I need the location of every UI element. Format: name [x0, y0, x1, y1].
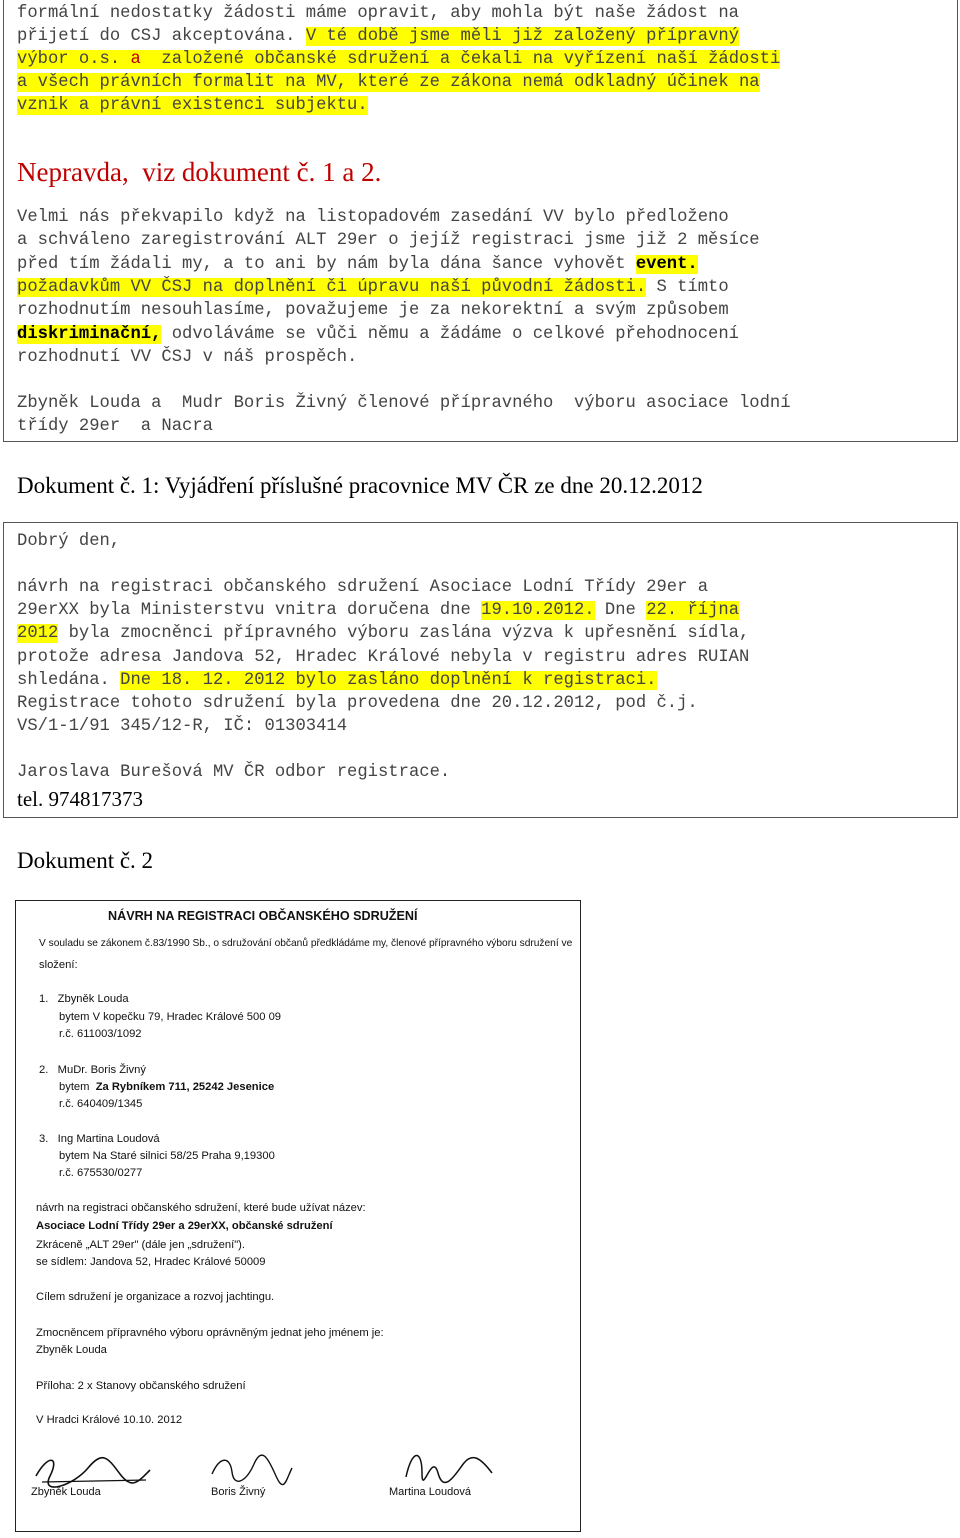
association-goal: Cílem sdružení je organizace a rozvoj jachtingu. [36, 1291, 275, 1303]
highlighted-text: a [120, 50, 152, 69]
text-line [17, 346, 357, 369]
highlighted-text: event. [635, 255, 698, 274]
text-segment: odvoláváme se vůči němu a žádáme o celkové přehodnocení [161, 325, 740, 344]
text-line [17, 669, 657, 692]
text-segment: rozhodnutím nesouhlasíme, považujeme je za nekorektní a svým způsobem [17, 301, 729, 320]
text-segment: před tím žádali my, a to ani by nám byla dána šance vyhovět [17, 255, 636, 274]
highlighted-text: výbor o.s. [17, 50, 121, 69]
member-1-rc: r.č. 611003/1092 [59, 1028, 142, 1040]
highlighted-text: V té době jsme měli již založený přípravný [305, 27, 740, 46]
text-line [17, 229, 760, 252]
signature-label-louda: Zbyněk Louda [31, 1486, 101, 1498]
highlighted-text: 19.10.2012. [481, 601, 595, 620]
member-2-address-prefix: bytem [59, 1081, 96, 1093]
highlighted-text: vznik a právní existenci subjektu. [17, 96, 368, 115]
text-segment: Zbyněk Louda a Mudr Boris Živný členové přípravného výboru asociace lodní [17, 394, 791, 413]
member-3-name: 3. Ing Martina Loudová [39, 1133, 160, 1145]
authorized-person-label: Zmocněncem přípravného výboru oprávněným jednat jeho jménem je: [36, 1327, 384, 1339]
member-1-name: 1. Zbyněk Louda [39, 993, 129, 1005]
text-line [17, 71, 760, 94]
signature-label-zivny: Boris Živný [211, 1486, 266, 1498]
text-line [17, 48, 780, 71]
authorized-person-name: Zbyněk Louda [36, 1344, 107, 1356]
text-segment: přijetí do CSJ akceptována. [17, 27, 306, 46]
doc1-greeting: Dobrý den, [17, 532, 121, 551]
highlighted-text: Dne 18. 12. 2012 bylo zasláno doplnění k registraci. [120, 671, 657, 690]
text-segment: třídy 29er a Nacra [17, 417, 213, 436]
text-segment: byla zmocněnci přípravného výboru zaslána výzva k upřesnění sídla, [58, 624, 750, 643]
highlighted-text: 2012 [17, 624, 59, 643]
doc2-scan [15, 900, 581, 1532]
text-segment: Velmi nás překvapilo když na listopadovém zasedání VV bylo předloženo [17, 208, 729, 227]
text-line [17, 253, 698, 276]
text-segment: rozhodnutí VV ČSJ v náš prospěch. [17, 348, 358, 367]
text-line [17, 2, 739, 25]
text-segment: Registrace tohoto sdružení byla provedena dne 20.12.2012, pod č.j. [17, 694, 698, 713]
highlighted-text: 22. října [646, 601, 740, 620]
member-3-address: bytem Na Staré silnici 58/25 Praha 9,19300 [59, 1150, 275, 1162]
text-segment: protože adresa Jandova 52, Hradec Králové nebyla v registru adres RUIAN [17, 648, 750, 667]
doc2-heading: Dokument č. 2 [17, 848, 154, 873]
text-segment: VS/1-1/91 345/12-R, IČ: 01303414 [17, 717, 348, 736]
highlighted-text: požadavkům VV ČSJ na doplnění či úpravu naší původní žádosti. [17, 278, 647, 297]
text-line [17, 206, 729, 229]
text-line [17, 25, 739, 48]
doc2-intro: V souladu se zákonem č.83/1990 Sb., o sdružování občanů předkládáme my, členové přípravného výboru sdružení ve [39, 938, 573, 949]
refutation-heading: Nepravda, viz dokument č. 1 a 2. [17, 157, 382, 187]
proposal-seat: se sídlem: Jandova 52, Hradec Králové 50009 [36, 1256, 266, 1268]
text-segment: 29erXX byla Ministerstvu vnitra doručena dne [17, 601, 482, 620]
text-line [17, 94, 368, 117]
signature-label-loudova: Martina Loudová [389, 1486, 471, 1498]
proposal-name: Asociace Lodní Třídy 29er a 29erXX, občanské sdružení [36, 1220, 333, 1232]
attachment: Příloha: 2 x Stanovy občanského sdružení [36, 1380, 246, 1392]
text-segment: Dne [594, 601, 647, 620]
text-line [17, 415, 213, 438]
highlighted-text: založené občanské sdružení a čekali na vyřízení naší žádosti [151, 50, 781, 69]
member-2-address-street: Za Rybníkem 711, 25242 Jesenice [95, 1081, 275, 1093]
proposal-short: Zkráceně „ALT 29er" (dále jen „sdružení"). [36, 1239, 245, 1251]
text-line [17, 646, 749, 669]
place-date: V Hradci Králové 10.10. 2012 [36, 1414, 183, 1426]
doc1-sign: Jaroslava Burešová MV ČR odbor registrace. [17, 763, 451, 782]
doc1-heading: Dokument č. 1: Vyjádření příslušné pracovnice MV ČR ze dne 20.12.2012 [17, 473, 703, 498]
highlighted-text: diskriminační, [17, 325, 162, 344]
text-line [17, 276, 729, 299]
text-line [17, 692, 698, 715]
text-line [17, 323, 739, 346]
member-2-address [59, 1081, 274, 1093]
text-line [17, 576, 708, 599]
member-3-rc: r.č. 675530/0277 [59, 1167, 143, 1179]
doc2-title: NÁVRH NA REGISTRACI OBČANSKÉHO SDRUŽENÍ [108, 909, 418, 923]
text-segment: S tímto [646, 278, 729, 297]
member-2-rc: r.č. 640409/1345 [59, 1098, 143, 1110]
text-line [17, 715, 347, 738]
text-segment: formální nedostatky žádosti máme opravit, aby mohla být naše žádost na [17, 4, 739, 23]
member-1-address: bytem V kopečku 79, Hradec Králové 500 09 [59, 1011, 282, 1023]
proposal-intro: návrh na registraci občanského sdružení, které bude užívat název: [36, 1202, 366, 1214]
text-line [17, 392, 791, 415]
doc1-tel: tel. 974817373 [17, 787, 143, 811]
text-segment: shledána. [17, 671, 121, 690]
text-segment: a schváleno zaregistrování ALT 29er o jejíž registraci jsme již 2 měsíce [17, 231, 760, 250]
text-line [17, 599, 739, 622]
member-2-name: 2. MuDr. Boris Živný [39, 1064, 146, 1076]
highlighted-text: a všech právních formalit na MV, které ze zákona nemá odkladný účinek na [17, 73, 760, 92]
doc2-intro-2: složení: [39, 959, 78, 971]
text-line [17, 622, 749, 645]
text-line [17, 299, 729, 322]
text-segment: návrh na registraci občanského sdružení Asociace Lodní Třídy 29er a [17, 578, 709, 597]
